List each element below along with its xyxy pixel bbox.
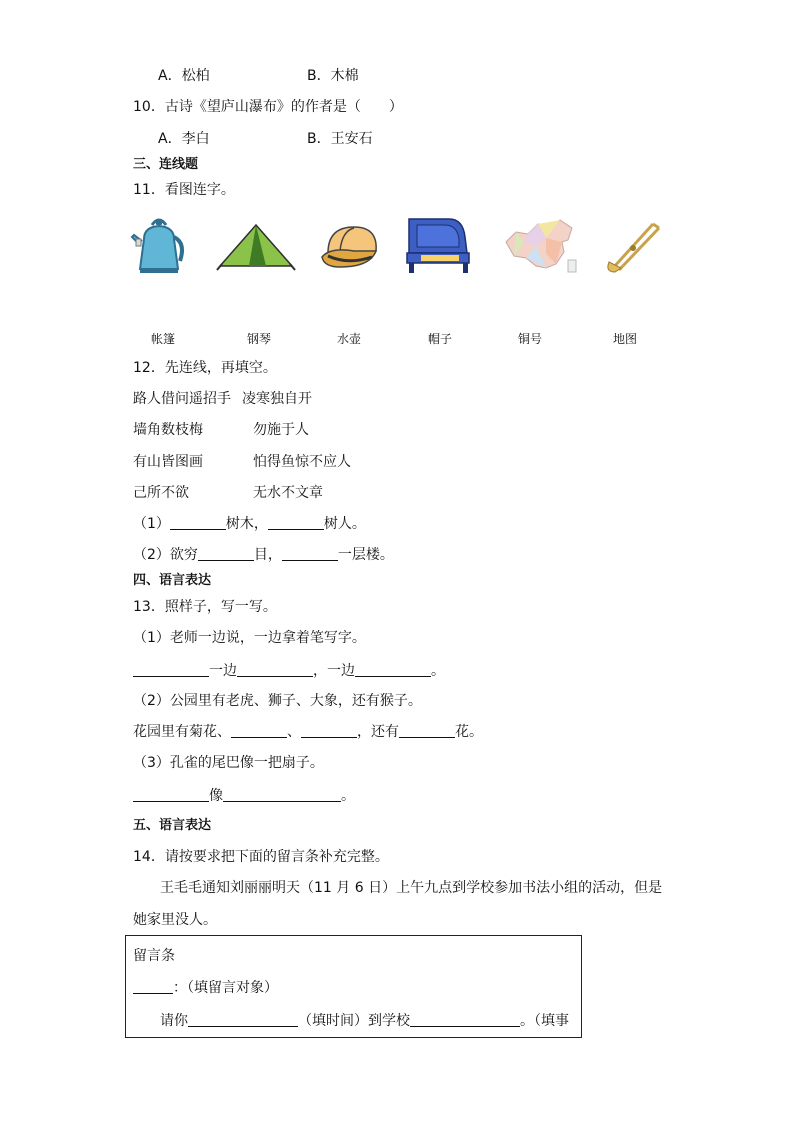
q12-fill-1 — [133, 515, 366, 533]
q12-left-1: 路人借问遥招手 — [133, 391, 231, 407]
q9-option-b: B．木棉 — [307, 68, 359, 84]
q13-answer-2-prefix: 花园里有菊花、 — [133, 724, 231, 740]
section-3-title: 三、连线题 — [133, 157, 199, 172]
q11-word-tent: 帐篷 — [151, 332, 176, 346]
q13-example-2: （2）公园里有老虎、狮子、大象，还有猴子。 — [133, 693, 422, 709]
piano-icon — [405, 215, 471, 275]
note-line-2 — [160, 1012, 569, 1030]
note-title: 留言条 — [133, 948, 175, 964]
q12-fill-2-mid: 目， — [253, 547, 282, 563]
q12-right-3: 怕得鱼惊不应人 — [253, 454, 351, 470]
q12-right-1: 凌寒独自开 — [242, 391, 312, 407]
note-line-1-text: ：（填留言对象） — [173, 980, 278, 996]
q13-answer-1-blank-1[interactable] — [133, 662, 209, 677]
map-icon — [502, 218, 578, 276]
q13-answer-2-sep1: 、 — [287, 724, 301, 740]
q11-word-kettle: 水壶 — [337, 332, 362, 346]
note-line-2-a: 请你 — [160, 1013, 188, 1029]
q12-fill-1-mid: 树木， — [225, 516, 268, 532]
q13-example-3: （3）孔雀的尾巴像一把扇子。 — [133, 755, 324, 771]
q12-right-4: 无水不文章 — [253, 485, 323, 501]
q11-word-map: 地图 — [613, 332, 638, 346]
q13-stem: 13．照样子，写一写。 — [133, 599, 277, 615]
q13-answer-3-end: 。 — [341, 788, 355, 804]
q12-fill-1-blank-2[interactable] — [268, 515, 324, 530]
q12-left-2: 墙角数枝梅 — [133, 422, 203, 438]
q10-option-b: B．王安石 — [307, 131, 373, 147]
q13-example-1: （1）老师一边说，一边拿着笔写字。 — [133, 630, 366, 646]
cap-icon — [320, 223, 382, 271]
q13-answer-1-blank-2[interactable] — [237, 662, 313, 677]
q13-answer-1-a: 一边 — [209, 663, 237, 679]
q11-word-trumpet: 铜号 — [518, 332, 543, 346]
q14-paragraph-line-2: 她家里没人。 — [133, 912, 217, 928]
q13-answer-2-blank-3[interactable] — [399, 723, 455, 738]
note-activity-blank[interactable] — [410, 1012, 520, 1027]
q13-answer-3-blank-2[interactable] — [223, 787, 341, 802]
q13-answer-2-end: 花。 — [455, 724, 483, 740]
q9-option-a: A．松柏 — [158, 68, 210, 84]
note-recipient-blank[interactable] — [133, 979, 173, 994]
q12-fill-1-blank-1[interactable] — [170, 515, 226, 530]
q12-fill-2-end: 一层楼。 — [337, 547, 394, 563]
q12-stem: 12．先连线，再填空。 — [133, 360, 277, 376]
q12-left-3: 有山皆图画 — [133, 454, 203, 470]
q11-stem: 11．看图连字。 — [133, 182, 235, 198]
note-line-2-c: 。（填事 — [520, 1013, 569, 1029]
q13-answer-2-blank-2[interactable] — [301, 723, 357, 738]
q13-answer-1-c: 。 — [431, 663, 445, 679]
q13-answer-3-mid: 像 — [209, 788, 223, 804]
note-time-blank[interactable] — [188, 1012, 298, 1027]
q13-answer-1 — [133, 662, 445, 680]
q12-left-4: 己所不欲 — [133, 485, 189, 501]
q13-answer-1-b: ，一边 — [313, 663, 355, 679]
q12-fill-2 — [133, 546, 394, 564]
q13-answer-2-blank-1[interactable] — [231, 723, 287, 738]
note-line-2-b: （填时间）到学校 — [298, 1013, 410, 1029]
tent-icon — [216, 222, 296, 272]
q13-answer-3-blank-1[interactable] — [133, 787, 209, 802]
section-5-title: 五、语言表达 — [133, 818, 212, 833]
q10-stem: 10．古诗《望庐山瀑布》的作者是（ ） — [133, 99, 403, 115]
kettle-icon — [130, 213, 188, 278]
q12-fill-2-blank-1[interactable] — [198, 546, 254, 561]
q13-answer-2 — [133, 723, 483, 741]
section-4-title: 四、语言表达 — [133, 573, 212, 588]
note-line-1 — [133, 979, 278, 997]
q13-answer-3 — [133, 787, 355, 805]
q12-fill-1-prefix: （1） — [133, 516, 170, 532]
q14-stem: 14．请按要求把下面的留言条补充完整。 — [133, 849, 389, 865]
q12-fill-2-blank-2[interactable] — [282, 546, 338, 561]
q12-right-2: 勿施于人 — [253, 422, 309, 438]
q13-answer-2-sep2: ，还有 — [357, 724, 399, 740]
q13-answer-1-blank-3[interactable] — [355, 662, 431, 677]
q11-word-piano: 钢琴 — [247, 332, 272, 346]
q10-option-a: A．李白 — [158, 131, 210, 147]
q12-fill-2-prefix: （2）欲穷 — [133, 547, 198, 563]
q12-fill-1-end: 树人。 — [323, 516, 366, 532]
q11-word-cap: 帽子 — [428, 332, 453, 346]
trombone-icon — [603, 218, 663, 274]
q14-paragraph-line-1: 王毛毛通知刘丽丽明天（11 月 6 日）上午九点到学校参加书法小组的活动，但是 — [160, 880, 663, 896]
